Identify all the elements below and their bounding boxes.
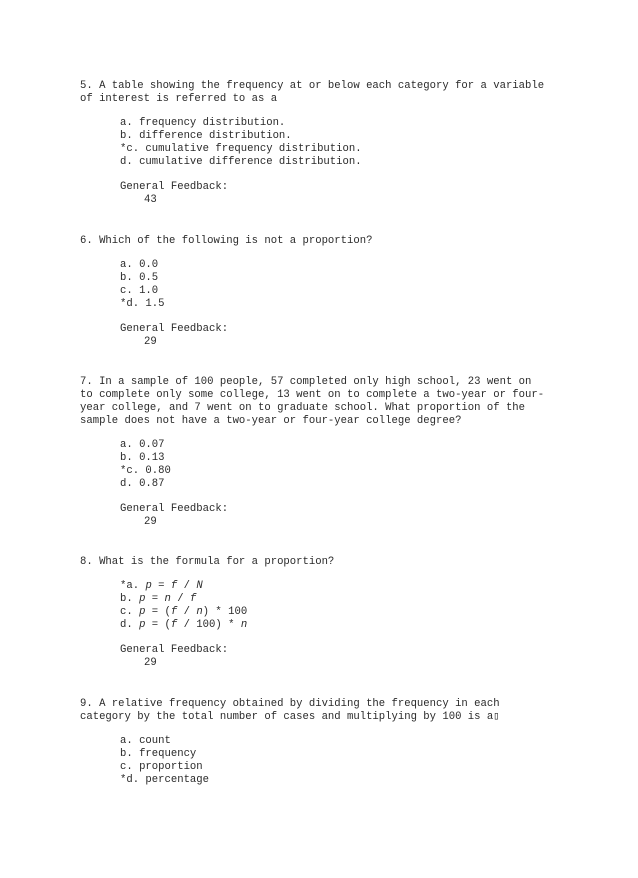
feedback-value: 29 [144,336,157,348]
option-a: a. 0.07 [120,439,165,451]
option-c: *c. cumulative frequency distribution. [120,143,362,155]
answer-options [120,580,550,632]
option-d: *d. percentage [120,774,210,786]
general-feedback [120,503,550,529]
general-feedback [120,181,550,207]
option-a: *a. p = f / N [120,580,203,592]
general-feedback [120,644,550,670]
question-7 [80,376,550,529]
question-stem: 8. What is the formula for a proportion? [80,556,335,568]
option-c: c. p = (f / n) * 100 [120,606,248,618]
option-a: a. count [120,735,171,747]
option-d: d. p = (f / 100) * n [120,619,248,631]
general-feedback [120,323,550,349]
option-c: c. proportion [120,761,203,773]
answer-options [120,439,550,491]
feedback-value: 29 [144,516,157,528]
feedback-value: 29 [144,657,157,669]
answer-options [120,259,550,311]
question-9 [80,698,550,787]
question-6 [80,235,550,349]
question-stem: 9. A relative frequency obtained by dividing the frequency in each category by the total number of cases and multiplying by 100 is a▯ [80,698,506,723]
question-stem: 5. A table showing the frequency at or below each category for a variable of interest is referred to as a [80,80,551,105]
option-a: a. 0.0 [120,259,159,271]
question-8 [80,556,550,670]
answer-options [120,117,550,169]
option-c: *c. 0.80 [120,465,171,477]
option-b: b. frequency [120,748,197,760]
option-b: b. difference distribution. [120,130,292,142]
feedback-label: General Feedback: [120,644,229,656]
answer-options [120,735,550,787]
option-b: b. 0.5 [120,272,159,284]
option-d: d. cumulative difference distribution. [120,156,362,168]
question-stem: 6. Which of the following is not a proportion? [80,235,373,247]
option-b: b. p = n / f [120,593,197,605]
question-stem: 7. In a sample of 100 people, 57 completed only high school, 23 went on to complete only some college, 13 went on to complete a two-year or four-year college, and 7 went on to graduate school. What proportion of the sample does not have a two-year or four-year college degree? [80,376,545,427]
feedback-label: General Feedback: [120,181,229,193]
option-c: c. 1.0 [120,285,159,297]
question-5 [80,80,550,207]
feedback-value: 43 [144,194,157,206]
feedback-label: General Feedback: [120,503,229,515]
option-b: b. 0.13 [120,452,165,464]
option-d: d. 0.87 [120,478,165,490]
feedback-label: General Feedback: [120,323,229,335]
option-a: a. frequency distribution. [120,117,286,129]
option-d: *d. 1.5 [120,298,165,310]
